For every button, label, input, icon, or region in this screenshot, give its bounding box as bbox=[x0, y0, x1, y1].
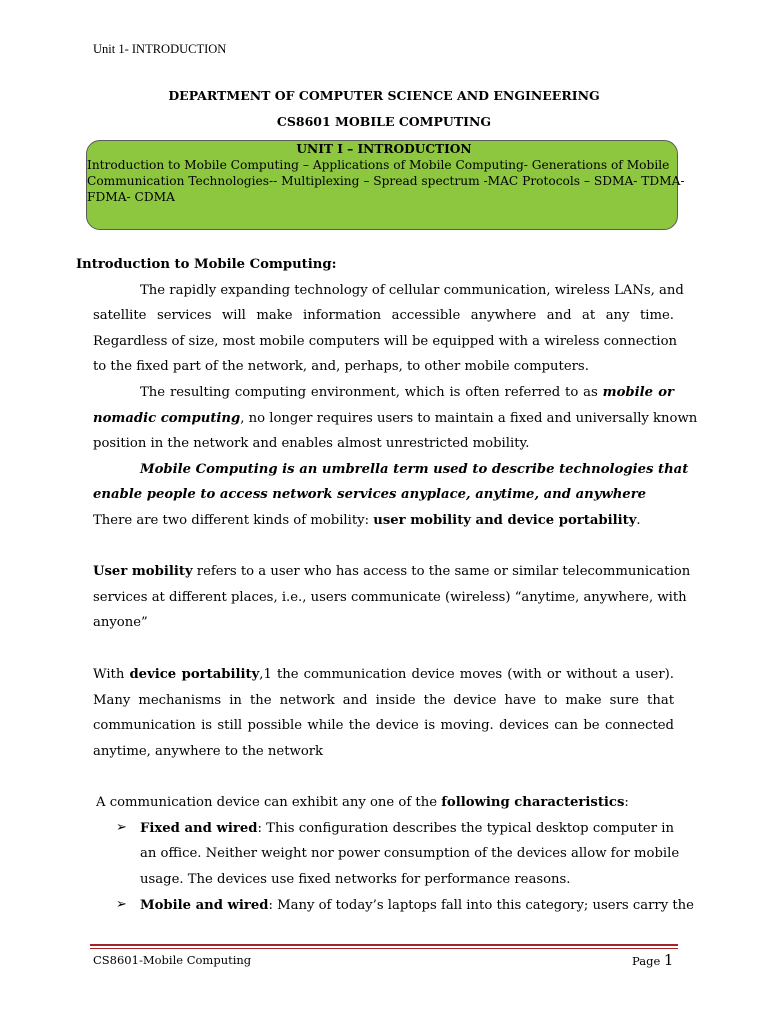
device-portability-line: Many mechanisms in the network and inside the device have to make sure that bbox=[93, 693, 674, 708]
user-mobility-line: services at different places, i.e., users communicate (wireless) “anytime, anywhere, with bbox=[93, 590, 687, 605]
department-title: DEPARTMENT OF COMPUTER SCIENCE AND ENGINEERING bbox=[168, 88, 600, 103]
running-header: Unit 1- INTRODUCTION bbox=[93, 42, 227, 56]
paragraph-line: Regardless of size, most mobile computers will be equipped with a wireless connection bbox=[93, 334, 678, 349]
paragraph-line: The resulting computing environment, which is often referred to as mobile or bbox=[140, 385, 674, 400]
footer-rule bbox=[90, 944, 678, 946]
paragraph-line: to the fixed part of the network, and, perhaps, to other mobile computers. bbox=[93, 359, 589, 374]
bullet-line: Mobile and wired: Many of today’s laptops fall into this category; users carry the bbox=[140, 898, 694, 913]
bullet-line: usage. The devices use fixed networks for performance reasons. bbox=[140, 872, 571, 887]
arrow-bullet-icon: ➢ bbox=[116, 820, 128, 835]
arrow-bullet-icon: ➢ bbox=[116, 897, 128, 912]
bullet-line: Fixed and wired: This configuration describes the typical desktop computer in bbox=[140, 821, 674, 836]
paragraph-line: satellite services will make information accessible anywhere and at any time. bbox=[93, 308, 674, 323]
section-heading: Introduction to Mobile Computing: bbox=[76, 257, 337, 272]
paragraph-line: There are two different kinds of mobility: user mobility and device portability. bbox=[93, 513, 641, 528]
unit-topics-line: Introduction to Mobile Computing – Applications of Mobile Computing- Generations of Mobile bbox=[87, 158, 670, 172]
user-mobility-line: anyone” bbox=[93, 615, 148, 630]
footer-rule bbox=[90, 948, 678, 949]
unit-topics-line: Communication Technologies-- Multiplexing – Spread spectrum -MAC Protocols – SDMA- TDMA- bbox=[87, 174, 685, 188]
definition-line: enable people to access network services anyplace, anytime, and anywhere bbox=[93, 487, 647, 502]
device-portability-line: anytime, anywhere to the network bbox=[93, 744, 324, 759]
unit-topics-line: FDMA- CDMA bbox=[87, 190, 175, 204]
paragraph-line: nomadic computing, no longer requires users to maintain a fixed and universally known bbox=[93, 411, 698, 426]
footer-course: CS8601-Mobile Computing bbox=[93, 953, 252, 967]
unit-heading: UNIT I – INTRODUCTION bbox=[296, 142, 472, 156]
paragraph-line: position in the network and enables almost unrestricted mobility. bbox=[93, 436, 530, 451]
characteristics-intro: A communication device can exhibit any one of the following characteristics: bbox=[96, 795, 629, 810]
user-mobility-line: User mobility refers to a user who has access to the same or similar telecommunication bbox=[93, 564, 691, 579]
paragraph-line: The rapidly expanding technology of cellular communication, wireless LANs, and bbox=[140, 283, 684, 298]
device-portability-line: With device portability,1 the communication device moves (with or without a user). bbox=[93, 667, 675, 682]
bullet-line: an office. Neither weight nor power consumption of the devices allow for mobile bbox=[140, 846, 680, 861]
course-title: CS8601 MOBILE COMPUTING bbox=[276, 114, 492, 129]
page-number: Page 1 bbox=[632, 951, 674, 969]
device-portability-line: communication is still possible while the device is moving. devices can be connected bbox=[93, 718, 674, 733]
definition-line: Mobile Computing is an umbrella term used to describe technologies that bbox=[140, 462, 689, 477]
